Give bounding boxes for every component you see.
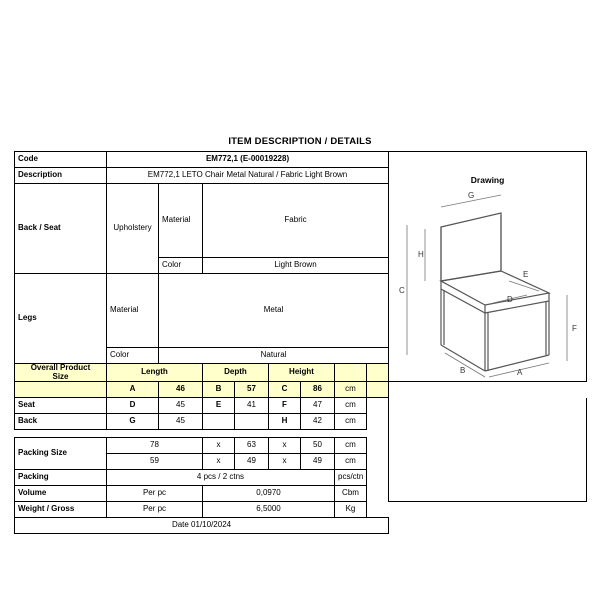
back-h-value: 42 <box>301 414 335 430</box>
legs-label: Legs <box>15 273 107 363</box>
packing-size-2-height: 49 <box>301 454 335 470</box>
packing-size-label: Packing Size <box>15 438 107 470</box>
back-g-code: G <box>107 414 159 430</box>
overall-values-spacer <box>367 382 389 398</box>
back-g-value: 45 <box>159 414 203 430</box>
back-seat-material-label: Material <box>159 184 203 258</box>
legs-material-label: Material <box>107 273 159 347</box>
packing-size-1-width: 63 <box>235 438 269 454</box>
seat-d-code: D <box>107 398 159 414</box>
dim-label-b: B <box>460 366 466 376</box>
page-title: ITEM DESCRIPTION / DETAILS <box>228 136 372 147</box>
spacer-cell <box>15 430 389 438</box>
overall-header-unit-spacer <box>367 363 389 382</box>
weight-label: Weight / Gross <box>15 502 107 518</box>
packing-size-1-gap <box>367 438 389 454</box>
packing-size-1-x2: x <box>269 438 301 454</box>
packing-label: Packing <box>15 470 107 486</box>
back-seat-color-label: Color <box>159 257 203 273</box>
details-table <box>14 151 587 534</box>
packing-size-1-length: 78 <box>107 438 203 454</box>
volume-unit: Cbm <box>335 486 367 502</box>
date-value: Date 01/10/2024 <box>15 518 389 534</box>
overall-size-label-line2: Size <box>52 371 69 381</box>
dim-c-value: 86 <box>301 382 335 398</box>
depth-header: Depth <box>203 363 269 382</box>
back-drawing-gap <box>367 414 389 430</box>
overall-unit: cm <box>335 382 367 398</box>
back-e-value <box>235 414 269 430</box>
overall-size-label-line1: Overall Product <box>30 362 91 372</box>
volume-label: Volume <box>15 486 107 502</box>
weight-per: Per pc <box>107 502 203 518</box>
dim-label-g: G <box>468 191 475 201</box>
upholstery-label: Upholstery <box>107 184 159 274</box>
chair-drawing-svg <box>389 185 587 381</box>
dim-label-d: D <box>507 295 513 305</box>
overall-row-label <box>15 382 107 398</box>
dim-c-code: C <box>269 382 301 398</box>
seat-e-code: E <box>203 398 235 414</box>
dim-label-h: H <box>418 250 424 260</box>
seat-unit: cm <box>335 398 367 414</box>
height-header: Height <box>269 363 335 382</box>
packing-gap <box>367 470 389 486</box>
item-details-sheet <box>14 136 586 534</box>
weight-unit: Kg <box>335 502 367 518</box>
packing-size-2-unit: cm <box>335 454 367 470</box>
seat-e-value: 41 <box>235 398 269 414</box>
packing-size-1-unit: cm <box>335 438 367 454</box>
description-value: EM772,1 LETO Chair Metal Natural / Fabric Light Brown <box>107 168 389 184</box>
code-label: Code <box>15 152 107 168</box>
table-row-overall-values <box>15 382 587 398</box>
seat-drawing-gap <box>367 398 389 414</box>
seat-f-code: F <box>269 398 301 414</box>
packing-size-2-width: 49 <box>235 454 269 470</box>
volume-value: 0,0970 <box>203 486 335 502</box>
packing-size-2-x2: x <box>269 454 301 470</box>
back-seat-label: Back / Seat <box>15 184 107 274</box>
dim-b-code: B <box>203 382 235 398</box>
back-label: Back <box>15 414 107 430</box>
packing-size-1-x1: x <box>203 438 235 454</box>
code-value: EM772,1 (E-00019228) <box>107 152 389 168</box>
back-h-code: H <box>269 414 301 430</box>
back-unit: cm <box>335 414 367 430</box>
packing-size-1-height: 50 <box>301 438 335 454</box>
drawing-panel <box>389 152 587 382</box>
dim-label-e: E <box>523 270 529 280</box>
packing-value: 4 pcs / 2 ctns <box>107 470 335 486</box>
drawing-title: Drawing <box>470 175 505 185</box>
seat-label: Seat <box>15 398 107 414</box>
packing-size-2-x1: x <box>203 454 235 470</box>
weight-value: 6,5000 <box>203 502 335 518</box>
chair-drawing <box>389 185 586 381</box>
length-header: Length <box>107 363 203 382</box>
dim-a-code: A <box>107 382 159 398</box>
volume-per: Per pc <box>107 486 203 502</box>
packing-size-2-length: 59 <box>107 454 203 470</box>
seat-f-value: 47 <box>301 398 335 414</box>
packing-unit: pcs/ctn <box>335 470 367 486</box>
dim-b-value: 57 <box>235 382 269 398</box>
legs-color-value: Natural <box>159 347 389 363</box>
legs-material-value: Metal <box>159 273 389 347</box>
seat-d-value: 45 <box>159 398 203 414</box>
back-e-code <box>203 414 235 430</box>
overall-header-spacer <box>335 363 367 382</box>
overall-size-label <box>15 363 107 382</box>
dim-label-a: A <box>517 368 523 378</box>
back-seat-material-value: Fabric <box>203 184 389 258</box>
dim-a-value: 46 <box>159 382 203 398</box>
description-label: Description <box>15 168 107 184</box>
dim-label-c: C <box>399 286 405 296</box>
drawing-panel-lower <box>389 398 587 502</box>
dim-label-f: F <box>572 324 577 334</box>
table-row-seat <box>15 398 587 414</box>
legs-color-label: Color <box>107 347 159 363</box>
table-row-weight <box>15 502 587 518</box>
table-row-date <box>15 518 587 534</box>
packing-size-2-gap <box>367 454 389 470</box>
weight-gap <box>367 502 389 518</box>
back-seat-color-value: Light Brown <box>203 257 389 273</box>
table-row-code <box>15 152 587 168</box>
volume-gap <box>367 486 389 502</box>
